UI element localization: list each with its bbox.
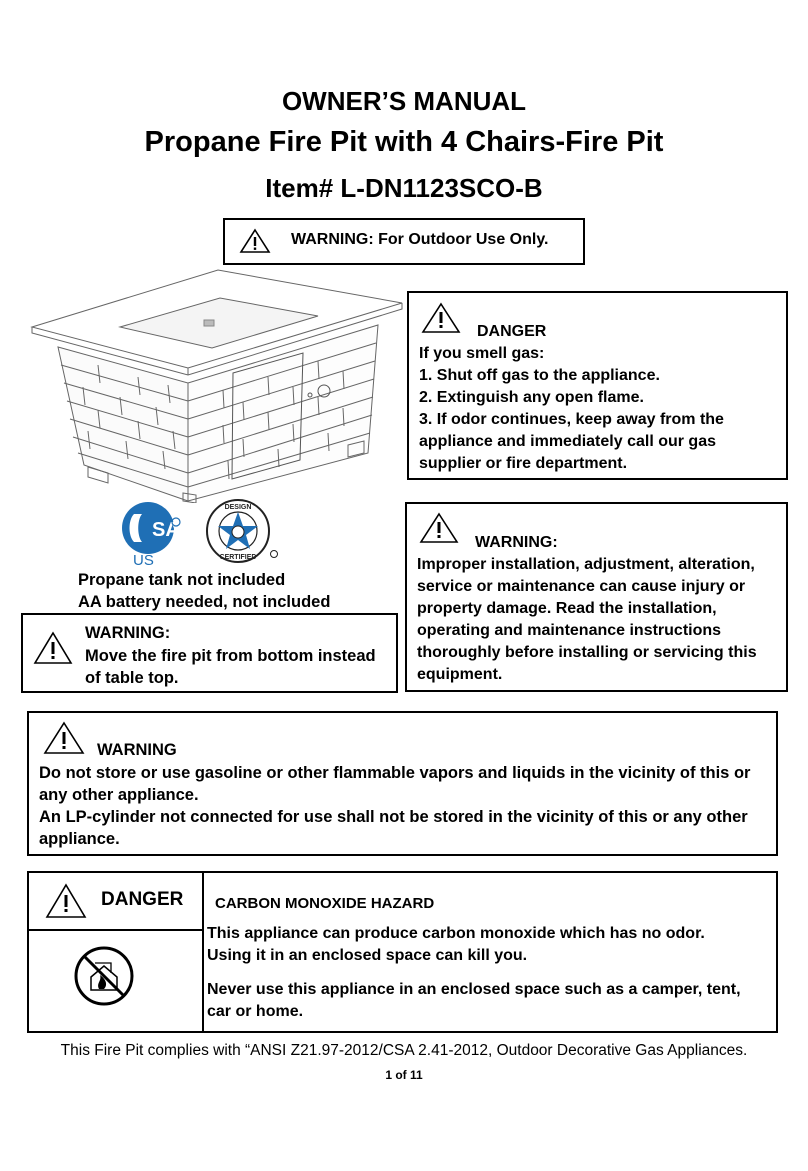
warning-triangle-icon (43, 721, 85, 755)
danger-gas-step: supplier or fire department. (419, 455, 628, 472)
seal-top-text: DESIGN (224, 504, 252, 511)
vertical-divider (202, 873, 204, 1031)
csa-us-label: US (133, 552, 154, 569)
csa-mark-text: SA (152, 519, 180, 541)
installation-warning-line: equipment. (417, 666, 503, 683)
warning-triangle-icon (45, 883, 87, 919)
fire-pit-illustration (28, 265, 410, 503)
flammable-warning-box (27, 711, 778, 856)
manual-title: OWNER’S MANUAL (281, 86, 527, 116)
danger-gas-intro: If you smell gas: (419, 345, 545, 362)
danger-gas-heading: DANGER (477, 323, 547, 340)
compliance-statement: This Fire Pit complies with “ANSI Z21.97-2012/CSA 2.41-2012, Outdoor Decorative Gas Appliances. (60, 1042, 748, 1059)
warning-triangle-icon (33, 631, 73, 665)
installation-warning-line: property damage. Read the installation, (417, 600, 717, 617)
move-warning-line: of table top. (85, 669, 179, 687)
danger-gas-box (407, 291, 788, 480)
warning-triangle-icon (421, 302, 461, 334)
installation-warning-line: thoroughly before installing or servicing this (417, 644, 757, 661)
installation-warning-line: operating and maintenance instructions (417, 622, 722, 639)
co-hazard-line: This appliance can produce carbon monoxide which has no odor. (207, 925, 705, 942)
outdoor-warning-text: WARNING: For Outdoor Use Only. (291, 231, 549, 248)
flammable-warning-line: appliance. (39, 830, 120, 848)
flammable-warning-line: Do not store or use gasoline or other flammable vapors and liquids in the vicinity of this or (39, 764, 751, 782)
seal-bottom-text: CERTIFIED (219, 554, 257, 561)
flammable-warning-line: An LP-cylinder not connected for use shall not be stored in the vicinity of this or any other (39, 808, 748, 826)
installation-warning-line: service or maintenance can cause injury or (417, 578, 746, 595)
carbon-monoxide-danger-box (27, 871, 778, 1033)
co-hazard-line: Never use this appliance in an enclosed space such as a camper, tent, (207, 981, 741, 998)
co-hazard-line: Using it in an enclosed space can kill you. (207, 947, 528, 964)
flammable-warning-heading: WARNING (97, 741, 177, 759)
danger-gas-step: 2. Extinguish any open flame. (419, 389, 644, 406)
installation-warning-heading: WARNING: (475, 534, 558, 551)
item-number: Item# L-DN1123SCO-B (265, 173, 543, 203)
warning-triangle-icon (419, 512, 459, 544)
note-battery: AA battery needed, not included (78, 593, 331, 611)
horizontal-divider (29, 929, 202, 931)
no-enclosed-space-icon (73, 945, 135, 1007)
page-number: 1 of 11 (385, 1068, 423, 1082)
co-danger-label: DANGER (101, 889, 184, 910)
danger-gas-step: 3. If odor continues, keep away from the (419, 411, 724, 428)
outdoor-warning-box (223, 218, 585, 265)
move-warning-heading: WARNING: (85, 624, 171, 642)
move-warning-box (21, 613, 398, 693)
flammable-warning-line: any other appliance. (39, 786, 199, 804)
product-title: Propane Fire Pit with 4 Chairs-Fire Pit (144, 126, 664, 158)
danger-gas-step: appliance and immediately call our gas (419, 433, 716, 450)
danger-gas-step: 1. Shut off gas to the appliance. (419, 367, 660, 384)
co-hazard-line: car or home. (207, 1003, 304, 1020)
move-warning-line: Move the fire pit from bottom instead (85, 647, 376, 665)
co-hazard-heading: CARBON MONOXIDE HAZARD (215, 895, 435, 912)
warning-triangle-icon (239, 228, 271, 254)
design-certified-seal (204, 498, 280, 564)
installation-warning-box (405, 502, 788, 692)
installation-warning-line: Improper installation, adjustment, alteration, (417, 556, 755, 573)
note-propane-tank: Propane tank not included (78, 571, 286, 589)
